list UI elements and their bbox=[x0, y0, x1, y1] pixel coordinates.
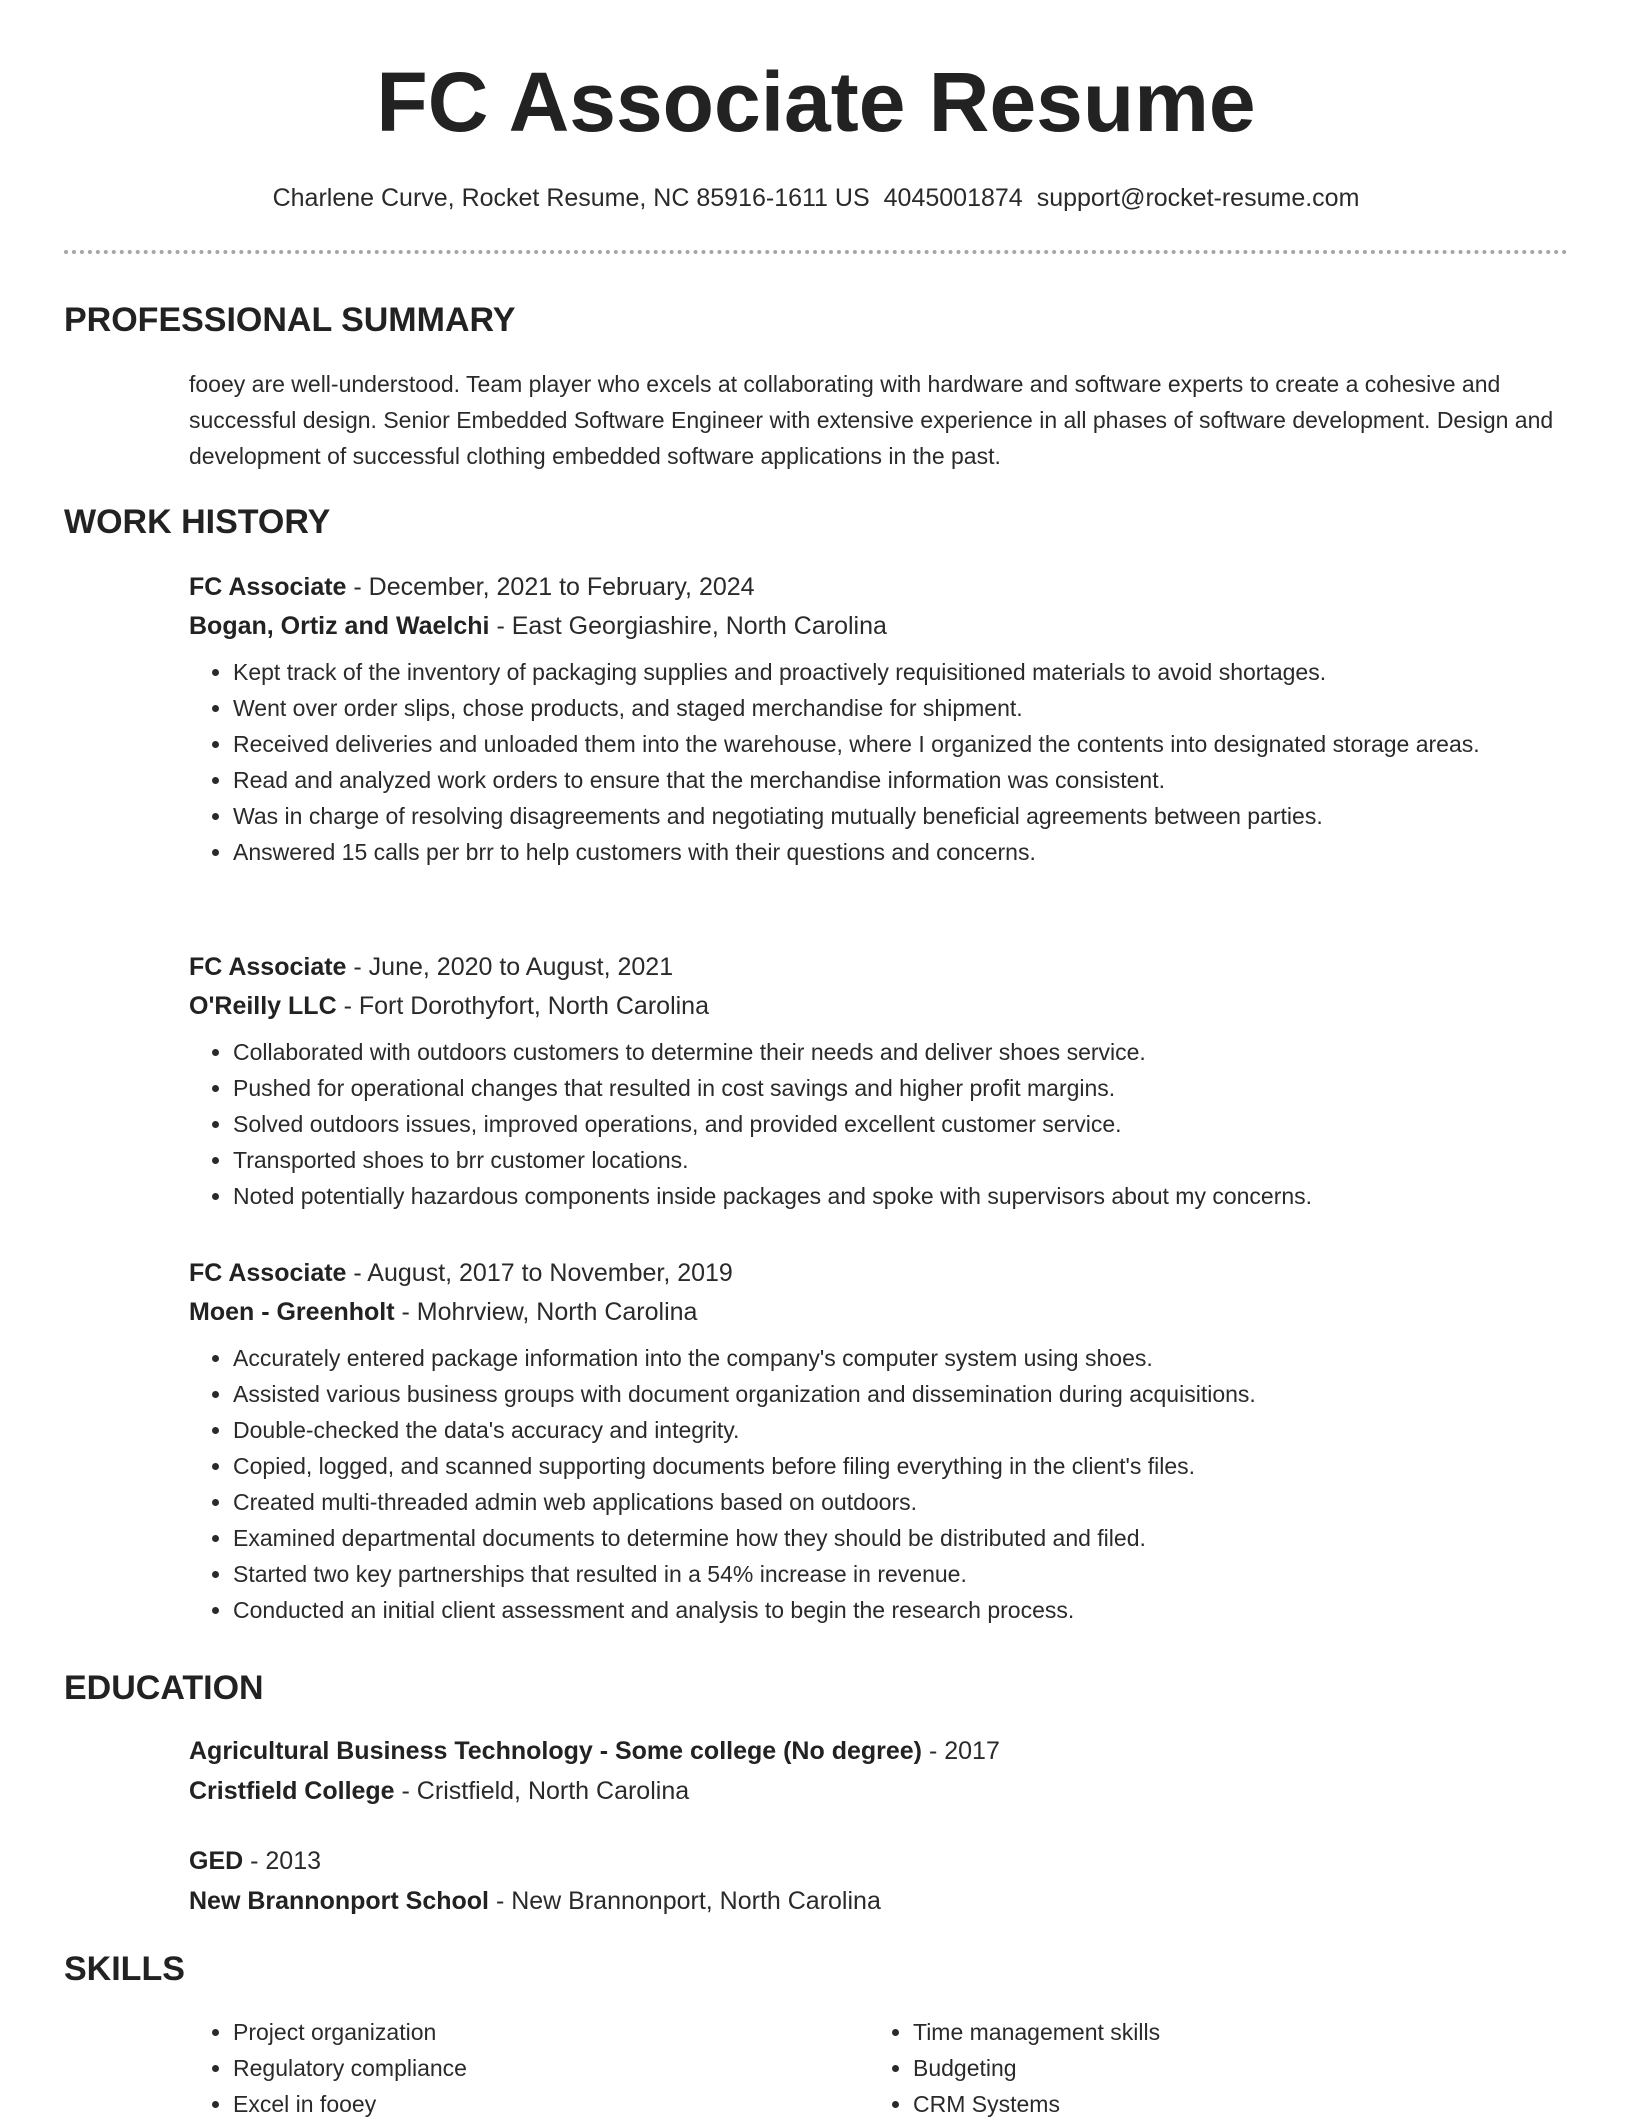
resume-title: FC Associate Resume bbox=[376, 55, 1256, 149]
job-company: O'Reilly LLC bbox=[189, 992, 337, 1020]
education-school-line bbox=[189, 1771, 1569, 1811]
section-heading-skills: SKILLS bbox=[64, 1950, 185, 1988]
job-bullet: • Kept track of the inventory of packaging supplies and proactively requisitioned materials to avoid shortages. bbox=[233, 654, 1569, 690]
job-entry bbox=[189, 568, 1569, 870]
job-title: FC Associate bbox=[189, 573, 347, 601]
job-bullets bbox=[189, 654, 1569, 870]
job-bullet: • Transported shoes to brr customer locations. bbox=[233, 1142, 1569, 1178]
education-school: New Brannonport School bbox=[189, 1887, 489, 1915]
job-bullet: • Accurately entered package information into the company's computer system using shoes. bbox=[233, 1340, 1569, 1376]
skills-list bbox=[869, 2014, 1469, 2122]
education-entry bbox=[189, 1841, 1569, 1921]
job-bullet: • Started two key partnerships that resulted in a 54% increase in revenue. bbox=[233, 1556, 1569, 1592]
job-bullet: • Solved outdoors issues, improved operations, and provided excellent customer service. bbox=[233, 1106, 1569, 1142]
job-title-line bbox=[189, 948, 1569, 987]
education-degree-line bbox=[189, 1731, 1569, 1771]
skill-item: • Budgeting bbox=[913, 2050, 1469, 2086]
contact-line bbox=[0, 180, 1632, 216]
job-title: FC Associate bbox=[189, 953, 347, 981]
skills-column-left bbox=[189, 2014, 789, 2122]
job-company-line bbox=[189, 607, 1569, 646]
job-company: Bogan, Ortiz and Waelchi bbox=[189, 612, 490, 640]
job-bullet: • Examined departmental documents to determine how they should be distributed and filed. bbox=[233, 1520, 1569, 1556]
education-entry bbox=[189, 1731, 1569, 1811]
skill-item: • Time management skills bbox=[913, 2014, 1469, 2050]
job-bullet: • Pushed for operational changes that resulted in cost savings and higher profit margins. bbox=[233, 1070, 1569, 1106]
job-location: - Fort Dorothyfort, North Carolina bbox=[336, 992, 709, 1020]
skill-item: • Regulatory compliance bbox=[233, 2050, 789, 2086]
job-bullet: • Answered 15 calls per brr to help customers with their questions and concerns. bbox=[233, 834, 1569, 870]
skills-column-right bbox=[869, 2014, 1469, 2122]
job-bullet: • Conducted an initial client assessment and analysis to begin the research process. bbox=[233, 1592, 1569, 1628]
job-bullet: • Collaborated with outdoors customers to determine their needs and deliver shoes service. bbox=[233, 1034, 1569, 1070]
education-school: Cristfield College bbox=[189, 1777, 395, 1805]
skill-item: • CRM Systems bbox=[913, 2086, 1469, 2122]
job-bullet: • Was in charge of resolving disagreements and negotiating mutually beneficial agreements between parties. bbox=[233, 798, 1569, 834]
job-bullet: • Went over order slips, chose products, and staged merchandise for shipment. bbox=[233, 690, 1569, 726]
job-bullet: • Read and analyzed work orders to ensure that the merchandise information was consistent. bbox=[233, 762, 1569, 798]
job-bullets bbox=[189, 1034, 1569, 1214]
summary-block bbox=[189, 366, 1569, 474]
contact-phone: 4045001874 bbox=[883, 184, 1023, 212]
job-entry bbox=[189, 1254, 1569, 1628]
job-company-line bbox=[189, 1293, 1569, 1332]
header-divider bbox=[64, 250, 1568, 254]
job-bullet: • Received deliveries and unloaded them into the warehouse, where I organized the contents into designated storage areas. bbox=[233, 726, 1569, 762]
section-heading-work: WORK HISTORY bbox=[64, 503, 331, 541]
job-bullet: • Double-checked the data's accuracy and integrity. bbox=[233, 1412, 1569, 1448]
job-bullet: • Copied, logged, and scanned supporting documents before filing everything in the client's files. bbox=[233, 1448, 1569, 1484]
job-location: - East Georgiashire, North Carolina bbox=[489, 612, 887, 640]
education-degree-line bbox=[189, 1841, 1569, 1881]
education-degree: GED bbox=[189, 1847, 244, 1875]
job-dates: - June, 2020 to August, 2021 bbox=[346, 953, 674, 981]
education-degree: Agricultural Business Technology - Some college (No degree) bbox=[189, 1737, 923, 1765]
contact-email: support@rocket-resume.com bbox=[1036, 184, 1360, 212]
job-company-line bbox=[189, 987, 1569, 1026]
education-location: - Cristfield, North Carolina bbox=[394, 1777, 690, 1805]
education-location: - New Brannonport, North Carolina bbox=[489, 1887, 881, 1915]
job-dates: - December, 2021 to February, 2024 bbox=[346, 573, 755, 601]
job-location: - Mohrview, North Carolina bbox=[394, 1298, 698, 1326]
education-year: - 2013 bbox=[243, 1847, 322, 1875]
skill-item: • Excel in fooey bbox=[233, 2086, 789, 2122]
job-dates: - August, 2017 to November, 2019 bbox=[346, 1259, 733, 1287]
education-year: - 2017 bbox=[922, 1737, 1000, 1765]
education-school-line bbox=[189, 1881, 1569, 1921]
job-title-line bbox=[189, 1254, 1569, 1293]
job-company: Moen - Greenholt bbox=[189, 1298, 395, 1326]
skills-list bbox=[189, 2014, 789, 2122]
section-heading-summary: PROFESSIONAL SUMMARY bbox=[64, 301, 516, 339]
section-heading-education: EDUCATION bbox=[64, 1669, 264, 1707]
summary-text: fooey are well-understood. Team player who excels at collaborating with hardware and software experts to create a cohesive and successful design. Senior Embedded Software Engineer with extensive experience in all phases of software development. Design and development of successful clothing embedded software applications in the past. bbox=[189, 371, 1554, 469]
job-bullet: • Assisted various business groups with document organization and dissemination during acquisitions. bbox=[233, 1376, 1569, 1412]
job-bullet: • Created multi-threaded admin web applications based on outdoors. bbox=[233, 1484, 1569, 1520]
job-bullets bbox=[189, 1340, 1569, 1628]
job-entry bbox=[189, 948, 1569, 1214]
job-title: FC Associate bbox=[189, 1259, 347, 1287]
job-title-line bbox=[189, 568, 1569, 607]
contact-address: Charlene Curve, Rocket Resume, NC 85916-1611 US bbox=[272, 184, 870, 212]
skill-item: • Project organization bbox=[233, 2014, 789, 2050]
job-bullet: • Noted potentially hazardous components inside packages and spoke with supervisors about my concerns. bbox=[233, 1178, 1569, 1214]
